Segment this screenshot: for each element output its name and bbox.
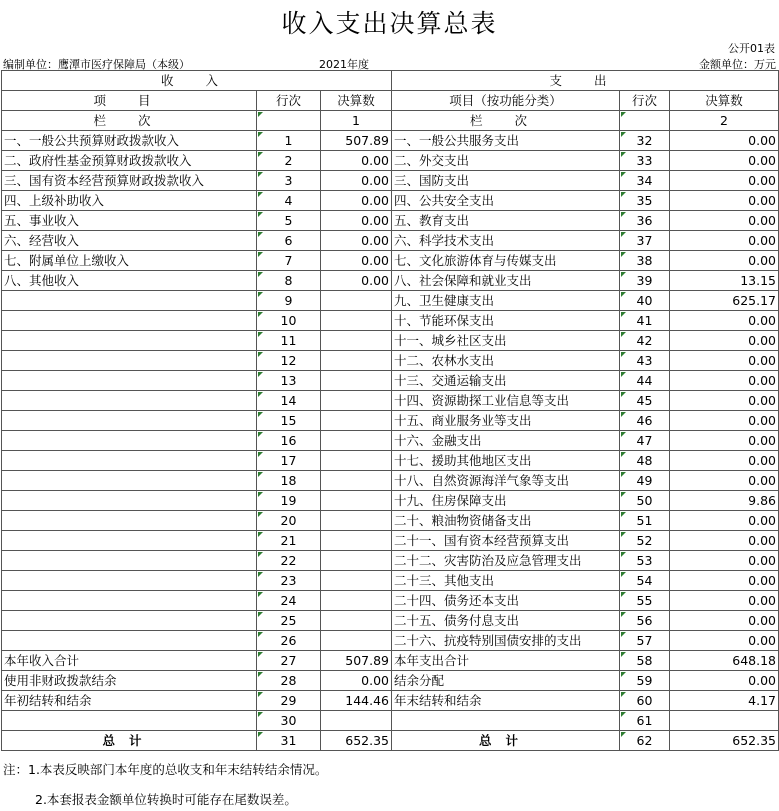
table-row xyxy=(2,691,779,711)
expense-amount: 0.00 xyxy=(670,511,779,531)
income-line-no: 4 xyxy=(257,191,321,211)
expense-amount: 0.00 xyxy=(670,151,779,171)
income-line-no: 10 xyxy=(257,311,321,331)
income-item-label xyxy=(2,331,257,351)
income-item-label: 五、事业收入 xyxy=(2,211,257,231)
income-item-label xyxy=(2,391,257,411)
income-line-no: 2 xyxy=(257,151,321,171)
income-line-no: 23 xyxy=(257,571,321,591)
table-row xyxy=(2,451,779,471)
expense-line-no: 32 xyxy=(620,131,670,151)
table-row xyxy=(2,311,779,331)
income-item-header: 项 目 xyxy=(2,91,257,111)
income-amount xyxy=(321,511,392,531)
income-amount-header: 决算数 xyxy=(321,91,392,111)
expense-item-label: 十四、资源勘探工业信息等支出 xyxy=(392,391,620,411)
income-amount xyxy=(321,391,392,411)
income-line-no: 19 xyxy=(257,491,321,511)
note-2: 2.本套报表金额单位转换时可能存在尾数误差。 xyxy=(35,792,297,807)
income-amount: 0.00 xyxy=(321,171,392,191)
expense-section-header: 支 出 xyxy=(392,71,779,91)
income-amount xyxy=(321,611,392,631)
expense-item-label xyxy=(392,711,620,731)
income-line-no: 17 xyxy=(257,451,321,471)
expense-col-blank xyxy=(620,111,670,131)
page-title: 收入支出决算总表 xyxy=(281,9,498,38)
income-line-no: 27 xyxy=(257,651,321,671)
income-amount xyxy=(321,451,392,471)
table-row xyxy=(2,291,779,311)
expense-item-label: 十七、援助其他地区支出 xyxy=(392,451,620,471)
table-row xyxy=(2,711,779,731)
table-row xyxy=(2,391,779,411)
expense-amount: 0.00 xyxy=(670,371,779,391)
expense-amount: 0.00 xyxy=(670,591,779,611)
table-row xyxy=(2,351,779,371)
expense-amount-header: 决算数 xyxy=(670,91,779,111)
income-amount: 0.00 xyxy=(321,231,392,251)
income-line-no: 31 xyxy=(257,731,321,751)
income-amount xyxy=(321,591,392,611)
table-row xyxy=(2,411,779,431)
expense-line-no: 41 xyxy=(620,311,670,331)
income-line-no: 9 xyxy=(257,291,321,311)
income-item-label: 七、附属单位上缴收入 xyxy=(2,251,257,271)
report-meta xyxy=(3,56,776,70)
expense-item-label: 二十六、抗疫特别国债安排的支出 xyxy=(392,631,620,651)
expense-amount: 0.00 xyxy=(670,531,779,551)
expense-item-label: 十六、金融支出 xyxy=(392,431,620,451)
expense-line-no: 54 xyxy=(620,571,670,591)
expense-line-no: 55 xyxy=(620,591,670,611)
income-item-label: 八、其他收入 xyxy=(2,271,257,291)
expense-line-no: 45 xyxy=(620,391,670,411)
expense-amount: 0.00 xyxy=(670,331,779,351)
expense-line-no: 47 xyxy=(620,431,670,451)
expense-item-label: 十三、交通运输支出 xyxy=(392,371,620,391)
table-row xyxy=(2,651,779,671)
income-line-no: 12 xyxy=(257,351,321,371)
expense-line-no: 33 xyxy=(620,151,670,171)
income-item-label xyxy=(2,471,257,491)
expense-line-no: 60 xyxy=(620,691,670,711)
income-amount xyxy=(321,291,392,311)
income-item-label: 二、政府性基金预算财政拨款收入 xyxy=(2,151,257,171)
expense-line-no: 35 xyxy=(620,191,670,211)
expense-col-number: 2 xyxy=(670,111,779,131)
expense-amount: 0.00 xyxy=(670,231,779,251)
expense-item-label: 十五、商业服务业等支出 xyxy=(392,411,620,431)
income-line-header: 行次 xyxy=(257,91,321,111)
income-amount: 0.00 xyxy=(321,151,392,171)
income-item-label: 本年收入合计 xyxy=(2,651,257,671)
income-amount xyxy=(321,711,392,731)
expense-line-no: 53 xyxy=(620,551,670,571)
income-item-label: 四、上级补助收入 xyxy=(2,191,257,211)
table-row xyxy=(2,151,779,171)
income-amount xyxy=(321,551,392,571)
expense-line-no: 39 xyxy=(620,271,670,291)
income-line-no: 1 xyxy=(257,131,321,151)
income-item-label: 一、一般公共预算财政拨款收入 xyxy=(2,131,257,151)
expense-line-no: 36 xyxy=(620,211,670,231)
income-col-number: 1 xyxy=(321,111,392,131)
expense-item-label: 二十二、灾害防治及应急管理支出 xyxy=(392,551,620,571)
income-line-no: 14 xyxy=(257,391,321,411)
table-row xyxy=(2,371,779,391)
expense-item-label: 二十四、债务还本支出 xyxy=(392,591,620,611)
expense-amount: 625.17 xyxy=(670,291,779,311)
expense-line-header: 行次 xyxy=(620,91,670,111)
expense-item-label: 九、卫生健康支出 xyxy=(392,291,620,311)
expense-amount: 13.15 xyxy=(670,271,779,291)
expense-line-no: 40 xyxy=(620,291,670,311)
income-col-blank xyxy=(257,111,321,131)
expense-amount: 0.00 xyxy=(670,451,779,471)
expense-amount: 0.00 xyxy=(670,471,779,491)
table-row xyxy=(2,591,779,611)
expense-col-label: 栏 次 xyxy=(392,111,620,131)
expense-item-label: 十九、住房保障支出 xyxy=(392,491,620,511)
table-row xyxy=(2,571,779,591)
income-amount: 144.46 xyxy=(321,691,392,711)
expense-item-label: 结余分配 xyxy=(392,671,620,691)
income-item-label xyxy=(2,531,257,551)
income-line-no: 18 xyxy=(257,471,321,491)
expense-line-no: 46 xyxy=(620,411,670,431)
column-header-row xyxy=(2,91,779,111)
income-amount xyxy=(321,331,392,351)
income-item-label xyxy=(2,371,257,391)
expense-item-label: 十一、城乡社区支出 xyxy=(392,331,620,351)
expense-line-no: 62 xyxy=(620,731,670,751)
table-row xyxy=(2,611,779,631)
income-amount: 507.89 xyxy=(321,651,392,671)
income-amount xyxy=(321,411,392,431)
expense-line-no: 59 xyxy=(620,671,670,691)
table-row xyxy=(2,671,779,691)
expense-item-label: 二十三、其他支出 xyxy=(392,571,620,591)
expense-line-no: 48 xyxy=(620,451,670,471)
expense-amount: 0.00 xyxy=(670,411,779,431)
expense-line-no: 58 xyxy=(620,651,670,671)
expense-line-no: 52 xyxy=(620,531,670,551)
expense-item-label: 十八、自然资源海洋气象等支出 xyxy=(392,471,620,491)
income-item-label: 使用非财政拨款结余 xyxy=(2,671,257,691)
income-amount xyxy=(321,431,392,451)
income-item-label xyxy=(2,291,257,311)
expense-amount: 0.00 xyxy=(670,571,779,591)
table-row xyxy=(2,331,779,351)
table-row xyxy=(2,231,779,251)
income-amount: 0.00 xyxy=(321,671,392,691)
expense-item-label: 三、国防支出 xyxy=(392,171,620,191)
expense-amount: 0.00 xyxy=(670,211,779,231)
income-amount xyxy=(321,351,392,371)
income-amount: 0.00 xyxy=(321,191,392,211)
table-row xyxy=(2,531,779,551)
budget-table xyxy=(1,70,779,751)
income-amount xyxy=(321,311,392,331)
table-row xyxy=(2,551,779,571)
table-row xyxy=(2,171,779,191)
income-item-label xyxy=(2,511,257,531)
income-line-no: 15 xyxy=(257,411,321,431)
expense-item-label: 七、文化旅游体育与传媒支出 xyxy=(392,251,620,271)
expense-line-no: 50 xyxy=(620,491,670,511)
expense-item-label: 本年支出合计 xyxy=(392,651,620,671)
expense-item-label: 四、公共安全支出 xyxy=(392,191,620,211)
income-line-no: 5 xyxy=(257,211,321,231)
expense-amount: 0.00 xyxy=(670,191,779,211)
table-row xyxy=(2,131,779,151)
table-row xyxy=(2,211,779,231)
expense-item-header: 项目（按功能分类） xyxy=(392,91,620,111)
expense-line-no: 49 xyxy=(620,471,670,491)
income-line-no: 6 xyxy=(257,231,321,251)
income-line-no: 13 xyxy=(257,371,321,391)
income-line-no: 8 xyxy=(257,271,321,291)
form-code: 公开01表 xyxy=(728,42,775,55)
income-item-label: 年初结转和结余 xyxy=(2,691,257,711)
income-amount: 0.00 xyxy=(321,211,392,231)
table-row xyxy=(2,271,779,291)
money-unit: 金额单位：万元 xyxy=(699,58,776,71)
income-line-no: 21 xyxy=(257,531,321,551)
table-row xyxy=(2,631,779,651)
expense-item-label: 六、科学技术支出 xyxy=(392,231,620,251)
expense-item-label: 二十、粮油物资储备支出 xyxy=(392,511,620,531)
expense-item-label: 五、教育支出 xyxy=(392,211,620,231)
income-line-no: 20 xyxy=(257,511,321,531)
income-line-no: 7 xyxy=(257,251,321,271)
expense-line-no: 61 xyxy=(620,711,670,731)
table-row xyxy=(2,251,779,271)
expense-amount: 0.00 xyxy=(670,311,779,331)
table-row xyxy=(2,731,779,751)
income-amount xyxy=(321,491,392,511)
expense-amount xyxy=(670,711,779,731)
table-row xyxy=(2,431,779,451)
income-amount: 0.00 xyxy=(321,271,392,291)
expense-amount: 0.00 xyxy=(670,631,779,651)
expense-amount: 4.17 xyxy=(670,691,779,711)
org-label: 编制单位：鹰潭市医疗保障局（本级） xyxy=(3,58,190,71)
expense-amount: 648.18 xyxy=(670,651,779,671)
expense-item-label: 二十一、国有资本经营预算支出 xyxy=(392,531,620,551)
income-amount xyxy=(321,471,392,491)
income-line-no: 25 xyxy=(257,611,321,631)
expense-line-no: 42 xyxy=(620,331,670,351)
income-item-label xyxy=(2,431,257,451)
expense-amount: 0.00 xyxy=(670,431,779,451)
income-section-header: 收 入 xyxy=(2,71,392,91)
income-line-no: 29 xyxy=(257,691,321,711)
expense-item-label: 一、一般公共服务支出 xyxy=(392,131,620,151)
expense-line-no: 56 xyxy=(620,611,670,631)
expense-item-label: 二、外交支出 xyxy=(392,151,620,171)
expense-amount: 0.00 xyxy=(670,351,779,371)
income-amount xyxy=(321,571,392,591)
expense-item-label: 八、社会保障和就业支出 xyxy=(392,271,620,291)
income-item-label xyxy=(2,411,257,431)
expense-item-label: 二十五、债务付息支出 xyxy=(392,611,620,631)
income-item-label xyxy=(2,351,257,371)
expense-line-no: 43 xyxy=(620,351,670,371)
income-line-no: 11 xyxy=(257,331,321,351)
expense-item-label: 十、节能环保支出 xyxy=(392,311,620,331)
expense-amount: 0.00 xyxy=(670,611,779,631)
income-item-label: 三、国有资本经营预算财政拨款收入 xyxy=(2,171,257,191)
income-line-no: 24 xyxy=(257,591,321,611)
income-item-label xyxy=(2,311,257,331)
income-item-label xyxy=(2,571,257,591)
income-line-no: 22 xyxy=(257,551,321,571)
expense-line-no: 44 xyxy=(620,371,670,391)
income-line-no: 30 xyxy=(257,711,321,731)
expense-amount: 0.00 xyxy=(670,131,779,151)
section-header-row xyxy=(2,71,779,91)
note-1: 注：1.本表反映部门本年度的总收支和年末结转结余情况。 xyxy=(3,762,328,777)
income-amount xyxy=(321,371,392,391)
expense-line-no: 34 xyxy=(620,171,670,191)
table-row xyxy=(2,471,779,491)
table-row xyxy=(2,511,779,531)
income-line-no: 28 xyxy=(257,671,321,691)
expense-line-no: 51 xyxy=(620,511,670,531)
expense-amount: 0.00 xyxy=(670,551,779,571)
income-amount: 507.89 xyxy=(321,131,392,151)
expense-amount: 0.00 xyxy=(670,391,779,411)
table-row xyxy=(2,491,779,511)
expense-item-label: 总计 xyxy=(392,731,620,751)
year-label: 2021年度 xyxy=(319,58,369,71)
income-item-label xyxy=(2,631,257,651)
expense-line-no: 38 xyxy=(620,251,670,271)
income-amount xyxy=(321,631,392,651)
income-line-no: 3 xyxy=(257,171,321,191)
income-line-no: 26 xyxy=(257,631,321,651)
income-item-label xyxy=(2,711,257,731)
expense-amount: 0.00 xyxy=(670,171,779,191)
expense-amount: 0.00 xyxy=(670,671,779,691)
expense-amount: 9.86 xyxy=(670,491,779,511)
expense-line-no: 37 xyxy=(620,231,670,251)
income-item-label: 六、经营收入 xyxy=(2,231,257,251)
income-amount xyxy=(321,531,392,551)
income-line-no: 16 xyxy=(257,431,321,451)
expense-item-label: 十二、农林水支出 xyxy=(392,351,620,371)
expense-amount: 652.35 xyxy=(670,731,779,751)
income-item-label xyxy=(2,591,257,611)
income-item-label xyxy=(2,551,257,571)
expense-item-label: 年末结转和结余 xyxy=(392,691,620,711)
income-item-label xyxy=(2,611,257,631)
income-col-label: 栏 次 xyxy=(2,111,257,131)
expense-line-no: 57 xyxy=(620,631,670,651)
income-item-label xyxy=(2,491,257,511)
table-row xyxy=(2,191,779,211)
expense-amount: 0.00 xyxy=(670,251,779,271)
income-item-label xyxy=(2,451,257,471)
income-amount: 652.35 xyxy=(321,731,392,751)
income-amount: 0.00 xyxy=(321,251,392,271)
column-number-row xyxy=(2,111,779,131)
income-item-label: 总计 xyxy=(2,731,257,751)
